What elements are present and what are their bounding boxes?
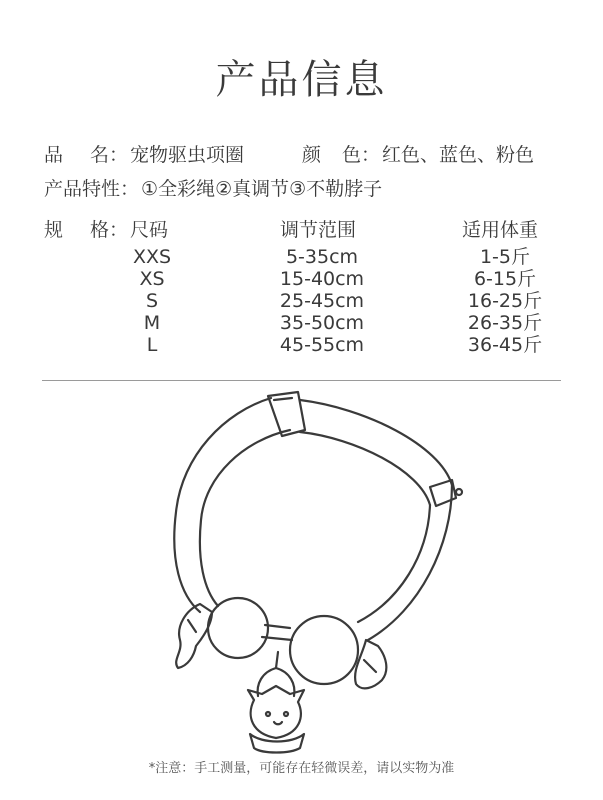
features-row [44,177,382,201]
size-cell: L [146,334,158,356]
range-cell: 45-55cm [279,334,365,356]
footnote: *注意：手工测量，可能存在轻微误差，请以实物为准 [148,761,455,776]
spec-label-char2: 格 [90,219,110,241]
size-column [112,246,192,356]
color-row [302,143,534,167]
product-name-label-char1: 品 [44,144,64,166]
spec-colon: ： [109,219,129,241]
product-name-colon: ： [109,144,129,166]
page-title: 产品信息 [215,57,388,103]
range-cell: 5-35cm [285,246,359,268]
product-name-label-char2: 名 [90,144,110,166]
range-cell: 35-50cm [279,312,365,334]
spec-header-range: 调节范围 [280,219,357,241]
weight-cell: 6-15斤 [473,268,537,290]
weight-cell: 1-5斤 [479,246,531,268]
spec-header-size: 尺码 [130,219,169,241]
spec-header-weight: 适用体重 [462,219,539,241]
size-cell: XS [139,268,165,290]
features-colon: ： [120,178,140,200]
product-name-row [44,143,244,167]
size-cell: M [143,312,161,334]
color-colon: ： [361,144,381,166]
weight-cell: 16-25斤 [467,290,543,312]
product-name-value: 宠物驱虫项圈 [130,144,245,166]
weight-cell: 36-45斤 [467,334,543,356]
features-label: 产品特性 [44,178,121,200]
section-divider [42,380,561,381]
size-cell: XXS [132,246,172,268]
range-cell: 15-40cm [279,268,365,290]
range-column [262,246,382,356]
color-value: 红色、蓝色、粉色 [382,144,535,166]
weight-column [455,246,555,356]
range-cell: 25-45cm [279,290,365,312]
weight-cell: 26-35斤 [467,312,543,334]
size-cell: S [145,290,159,312]
features-value: ①全彩绳②真调节③不勒脖子 [141,178,383,200]
spec-label-char1: 规 [44,219,64,241]
spec-label-row [44,218,168,242]
color-label-char1: 颜 [302,144,322,166]
collar-illustration [150,390,490,760]
color-label-char2: 色 [342,144,362,166]
